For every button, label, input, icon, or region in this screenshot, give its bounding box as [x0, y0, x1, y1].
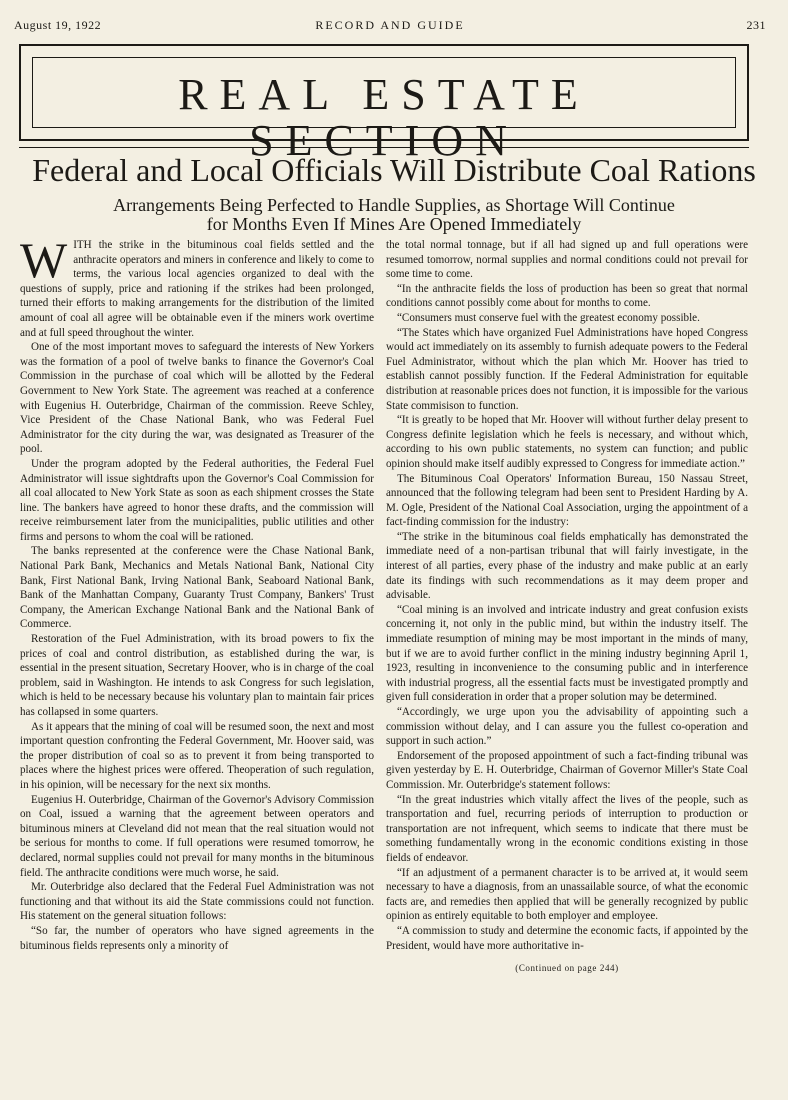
continued-note: (Continued on page 244) — [515, 963, 619, 974]
article-paragraph: “The States which have organized Fuel Administrations have hoped Congress would act immediately on its assembly to furnish adequate powers to the Federal Fuel Administrator, without which the plan which Mr. Hoover has tried to establish cannot possibly function. If the Federal Administration for equitable distribution at reasonable prices does not function, it is impossible for the various State commisison to function. — [386, 326, 748, 412]
article-paragraph: Restoration of the Fuel Administration, with its broad powers to fix the prices of coal and control distribution, as established during the war, is essential in the present situation, Secretary Hoover, who is in charge of the coal problem, said in Washington. He intends to ask Congress for such legislation, which is held to be necessary because his voluntary plan to maintain fair prices has collapsed in some quarters. — [20, 633, 374, 718]
issue-date: August 19, 1922 — [14, 18, 102, 32]
article-paragraph: “Consumers must conserve fuel with the greatest economy possible. — [397, 311, 700, 324]
article-paragraph: Mr. Outerbridge also declared that the Federal Fuel Administration was not functioning and that without its aid the State commissions could not function. His statement on the general situation follows: — [20, 881, 374, 923]
article-column-left — [20, 232, 374, 953]
article-paragraph: ITH the strike in the bituminous coal fields settled and the anthracite operators and miners in conference and likely to come to terms, the various local agencies organized to deal with the questions of supply, price and rationing if the strikes had been prolonged, turned their efforts to making arrangements for the distribution of the limited amount of coal all agree will be obtainable even if the miners work overtime and at full speed throughout the winter. — [20, 239, 374, 339]
article-paragraph: The banks represented at the conference were the Chase National Bank, National Park Bank, Mechanics and Metals National Bank, National City Bank, First National Bank, Irving National Bank, Seaboard National Bank, Bank of the Manhattan Company, Guaranty Trust Company, Bankers' Trust Company, the American Exchange National Bank and the National Bank of Commerce. — [20, 545, 374, 631]
page-number: 231 — [746, 18, 766, 32]
article-paragraph: “In the anthracite fields the loss of production has been so great that normal conditions cannot possibly come about for months to come. — [386, 282, 748, 310]
subhead-line: for Months Even If Mines Are Opened Immediately — [206, 214, 582, 234]
subhead-line: Arrangements Being Perfected to Handle Supplies, as Shortage Will Continue — [113, 195, 675, 215]
article-paragraph: Endorsement of the proposed appointment of such a fact-finding tribunal was given yesterday by E. H. Outerbridge, Chairman of Governor Miller's State Coal Commission. Mr. Outerbridge's statement follows: — [386, 749, 748, 791]
section-title-inner-frame — [32, 57, 736, 165]
article-paragraph: “So far, the number of operators who have signed agreements in the bituminous fields represents only a minority of — [20, 924, 374, 952]
section-title: REAL ESTATE SECTION — [178, 70, 590, 165]
article-paragraph: “A commission to study and determine the economic facts, if appointed by the President, would have more authoritative in- — [386, 924, 748, 952]
article-paragraph: the total normal tonnage, but if all had signed up and full operations were resumed tomorrow, normal supplies and normal conditions could not prevail for some time to come. — [386, 239, 748, 281]
article-paragraph: One of the most important moves to safeguard the interests of New Yorkers was the formation of a pool of twelve banks to finance the Governor's Coal Commission in the purchase of coal which will be allotted by the Federal Government to New York State. The agreement was reached at a conference with Eugenius H. Outerbridge, Chairman of the commission. Reeve Schley, Vice President of the Chase National Bank, who was Federal Fuel Administrator for the city during the war, was designated as Treasurer of the pool. — [20, 341, 374, 456]
article-paragraph: The Bituminous Coal Operators' Information Bureau, 150 Nassau Street, announced that the following telegram had been sent to President Harding by A. M. Ogle, President of the National Coal Association, urging the appointment of a fact-finding commission for the industry: — [386, 472, 748, 529]
article-paragraph: “In the great industries which vitally affect the lives of the people, such as transportation and fuel, recurring periods of interruption to production or transportation are not infrequent, which seems to indicate that there must be something fundamentally wrong in the economic conditions existing in those fields of endeavor. — [386, 793, 748, 864]
article-subhead — [0, 196, 788, 234]
divider-rule — [19, 147, 749, 148]
article-paragraph: Under the program adopted by the Federal authorities, the Federal Fuel Administrator will issue sightdrafts upon the Governor's Coal Commission for all coal allocated to New York State as soon as each shipment crosses the State line. The bankers have agreed to honor these drafts, and the commission will receive reimbursement later from the municipalities, public utilities and other firms and persons to whom the coal will be rationed. — [20, 457, 374, 543]
article-paragraph: Eugenius H. Outerbridge, Chairman of the Governor's Advisory Commission on Coal, issued a warning that the agreement between operators and bituminous miners at Cleveland did not mean that the real situation would not be serious for months to come. If full operations were resumed tomorrow, he declared, normal supplies could not prevail for many months in the bituminous field. The anthracite conditions were much worse, he said. — [20, 793, 374, 879]
article-paragraph: “Accordingly, we urge upon you the advisability of appointing such a commission without delay, and I can assure you the fullest co-operation and support in such action.” — [386, 706, 748, 748]
section-title-frame — [19, 44, 749, 165]
masthead: RECORD AND GUIDE — [315, 18, 465, 32]
article-paragraph: “The strike in the bituminous coal fields emphatically has demonstrated the immediate need of a non-partisan tribunal that will fairly investigate, in the interest of all parties, every phase of the industry and make public at an early date its findings with such recommendations as it may deem proper and advisable. — [386, 530, 748, 602]
drop-cap: W — [20, 232, 68, 288]
article-paragraph: “If an adjustment of a permanent character is to be arrived at, it would seem necessary to have a diagnosis, from an unassailable source, of what the economic facts are, and remedies then applied that will be generally recognized by public opinion as entirely equitable to both employer and employee. — [386, 866, 748, 923]
article-paragraph: “It is greatly to be hoped that Mr. Hoover will without further delay present to Congress definite legislation which he feels is necessary, and without which, according to his own public statements, no system can function; and public opinion should make itself audibly expressed to Congress for immediate action.” — [386, 414, 748, 470]
running-header — [14, 18, 766, 38]
article-headline: Federal and Local Officials Will Distribute Coal Rations — [32, 152, 756, 188]
article-column-right — [386, 238, 748, 976]
article-paragraph: “Coal mining is an involved and intricate industry and great confusion exists concerning it, not only in the public mind, but within the industry itself. The immediate resumption of mining may be most important in the minds of many, but if we are to avoid further conflict in the mining industry beginning April 1, 1923, resulting in inconvenience to the consuming public and in interference with industrial progress, all the essential facts must be investigated promptly and given full consideration in order that a proper solution may be determined. — [386, 603, 748, 704]
article-paragraph: As it appears that the mining of coal will be resumed soon, the next and most important question confronting the Federal Government, Mr. Hoover said, was the proper distribution of coal so as to prevent it from being transported to places where the highest prices were offered. Theoperation of such regulation, in his opinion, will be necessary for the next six months. — [20, 720, 374, 791]
